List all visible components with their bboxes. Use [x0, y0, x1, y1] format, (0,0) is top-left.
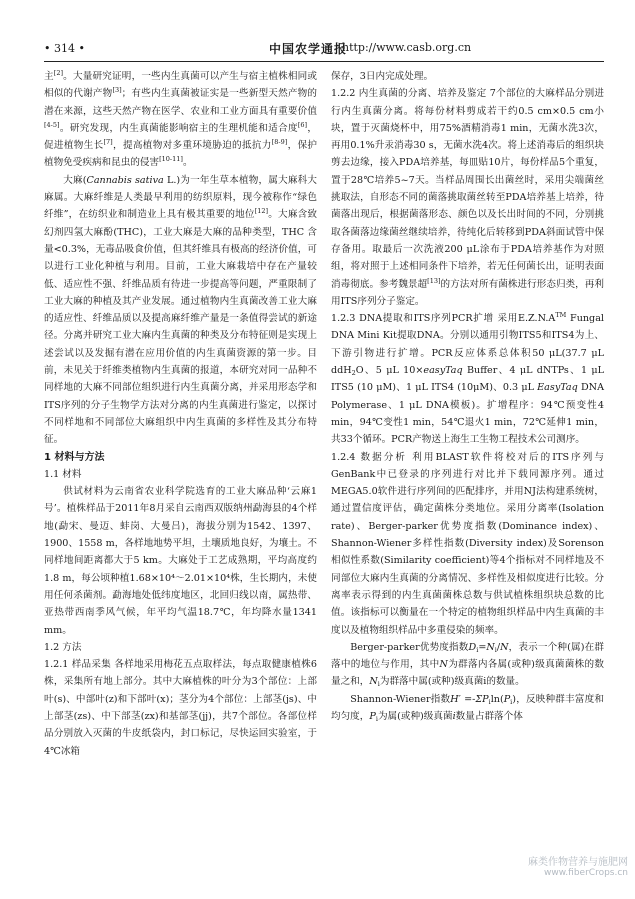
section-heading-materials-methods: 1 材料与方法 [44, 451, 105, 463]
paragraph-storage: 保存，3日内完成处理。 [331, 71, 434, 82]
section-heading-methods: 1.2 方法 [44, 641, 82, 653]
site-watermark [468, 853, 628, 878]
paragraph-shannon-wiener: Shannon-Wiener指数$H' =-\Sigma P_i\ln(P_i)$，反映种群丰富度和均匀度，$P_i$为属(或种)级真菌i数量占群落个体 [331, 693, 604, 723]
paragraph-intro-continued: 主[2]。大量研究证明，一些内生真菌可以产生与宿主植株相同或相似的代谢产物[3]；有些内生真菌被证实是一些新型天然产物的潜在来源，这些天然产物在医学、农业和工业方面具有重要价值[4-5]。研究发现，内生真菌能影响宿主的生理机能和适合度[6]，促进植物生长[7]，提高植物对多重环境胁迫的抵抗力[8-9]，保护植物免受疾病和昆虫的侵害[10-11]。 [44, 69, 318, 169]
paragraph-cannabis: 大麻(Cannabis sativa L.)为一年生草本植物，属大麻科大麻属。大麻纤维是人类最早利用的纺织原料，现今被称作“绿色纤维”，在纺织业和制造业上具有极其重要的地位[12]。大麻含致幻剂四氢大麻酚(THC)，工业大麻是大麻的品种类型，THC 含量<0.3%，无毒品吸食价值，但其纤维具有极高的经济价值，可以进行工业化种植与利用。目前，工业大麻栽培中存在产量较低、适应性不强、纤维品质有待进一步提高等问题，严重限制了工业大麻的种植及其产业发展。通过植物内生真菌改善工业大麻的适应性、纤维品质以及提高麻纤维产量是一条值得尝试的新途径。分离并研究工业大麻内生真菌的种类及分布特征则是实现上述尝试以及发掘有潜在应用价值的内生真菌资源的第一步。目前，未见关于纤维类植物内生真菌的报道，本研究对同一品种不同样地的大麻不同部位组织进行内生真菌分离，并采用形态学和ITS序列的分子生物学方法对分离的内生真菌进行鉴定，以探讨不同样地和不同部位大麻组织中内生真菌的多样性及其分布特征。 [44, 174, 318, 446]
page-header [44, 40, 604, 60]
right-column [331, 68, 604, 725]
journal-url: http://www.casb.org.cn [342, 41, 472, 54]
paragraph-berger-parker: Berger-parker优势度指数$D_i=N_i/N$，表示一个种(属)在群落中的地位与作用，其中N为群落内各属(或种)级真菌菌株的数量之和，$N_i$为群落中属(或种)级真菌i的数量。 [331, 641, 604, 689]
watermark-en: www.fiberCrops.cn [544, 868, 628, 878]
watermark-cn: 麻类作物营养与施肥网 [528, 857, 628, 868]
section-heading-materials: 1.1 材料 [44, 468, 82, 480]
paragraph-isolation: 1.2.2 内生真菌的分离、培养及鉴定 7个部位的大麻样品分别进行内生真菌分离。将每份材料剪成若干约0.5 cm×0.5 cm小块，置于灭菌烧杯中，用75%酒精消毒1 min，无菌水洗3次，再用0.1%升汞消毒30 s，无菌水洗4次。将上述消毒后的组织块剪去边缘，接入PDA培养基，每皿贴10片，每份样品5个重复，置于28℃培养5~7天。当样品周围长出菌丝时，采用尖端菌丝挑取法，自形态不同的菌落挑取菌丝转至PDA培养基上培养，待菌落出现后，根据菌落形态、颜色以及长出时间的不同，分别挑取各菌落边缘菌丝继续培养，待纯化后转移到PDA斜面试管中保存备用。取最后一次洗液200 μL涂布于PDA培养基作为对照组，将对照于上述相同条件下培养，若无任何菌长出，证明表面消毒彻底。参考魏景超[13]的方法对所有菌株进行形态归类，再利用ITS序列分子鉴定。 [331, 88, 605, 307]
left-column [44, 68, 317, 760]
paragraph-materials: 供试材料为云南省农业科学院选育的工业大麻品种‘云麻1号’。植株样品于2011年8月采自云南西双版纳州勐海县的4个样地(勐宋、曼迈、蚌岗、大曼吕)，海拔分别为1542、1397、1900、1558 m，各样地地势平坦，土壤质地良好，为壤土。不同样地间距离都大于5 km。大麻处于工艺成熟期，平均高度约1.8 m，每公顷种植1.68×10⁴～2.01×10⁴株，生长期内，未使用任何杀菌剂。勐海地处低纬度地区，北回归线以南，属热带、亚热带西南季风气候，年平均气温18.7℃，年均降水量1341 mm。 [44, 486, 317, 636]
paragraph-data-analysis: 1.2.4 数据分析 利用BLAST软件将校对后的ITS序列与GenBank中已登录的序列进行对比并下载同源序列。通过MEGA5.0软件进行序列间的匹配排序，并用NJ法构建系统树，通过置信度评估，确定菌株分类地位。采用分离率(Isolation rate)、Berger-parker优势度指数(Dominance index)、Shannon-Wiener多样性指数(Diversity index)及Sorenson相似性系数(Similarity coefficient)等4个指标对不同样地及不同部位大麻内生真菌的分离情况、多样性及相似度进行比较。分离率表示得到的内生真菌菌株总数与供试植株组织块总数的比值。该指标可以衡量在一个特定的植物组织样品中内生真菌的丰度以及植物组织样品中多重侵染的频率。 [331, 451, 604, 636]
page-number: • 314 • [44, 42, 85, 55]
journal-name: 中国农学通报 [269, 42, 348, 56]
paragraph-sampling: 1.2.1 样品采集 各样地采用梅花五点取样法，每点取健康植株6株，采集所有地上部分。其中大麻植株的叶分为3个部位：上部叶(s)、中部叶(z)和下部叶(x)；茎分为4个部位：上部茎(js)、中上部茎(zs)、中下部茎(zx)和基部茎(jj)，共7个部位。各部位样品分别放入灭菌的牛皮纸袋内，封口标记，尽快运回实验室，于4℃冰箱 [44, 659, 318, 757]
paragraph-dna-pcr: 1.2.3 DNA提取和ITS序列PCR扩增 采用E.Z.N.A™ Fungal DNA Mini Kit提取DNA。分别以通用引物ITS5和ITS4为上、下游引物进行扩增。PCR反应体系总体积50 μL(37.7 μL ddH$_2$O、5 μL 10×easyTaq Buffer、4 μL dNTPs、1 μL ITS5 (10 μM)、1 μL ITS4 (10μM)、0.3 μL EasyTaq DNA Polymerase、1 μL DNA模板)。扩增程序：94℃预变性4 min，94℃变性1 min，54℃退火1 min，72℃延伸1 min，共33个循环。PCR产物送上海生工生物工程技术公司测序。 [331, 311, 605, 446]
header-rule [44, 61, 604, 62]
